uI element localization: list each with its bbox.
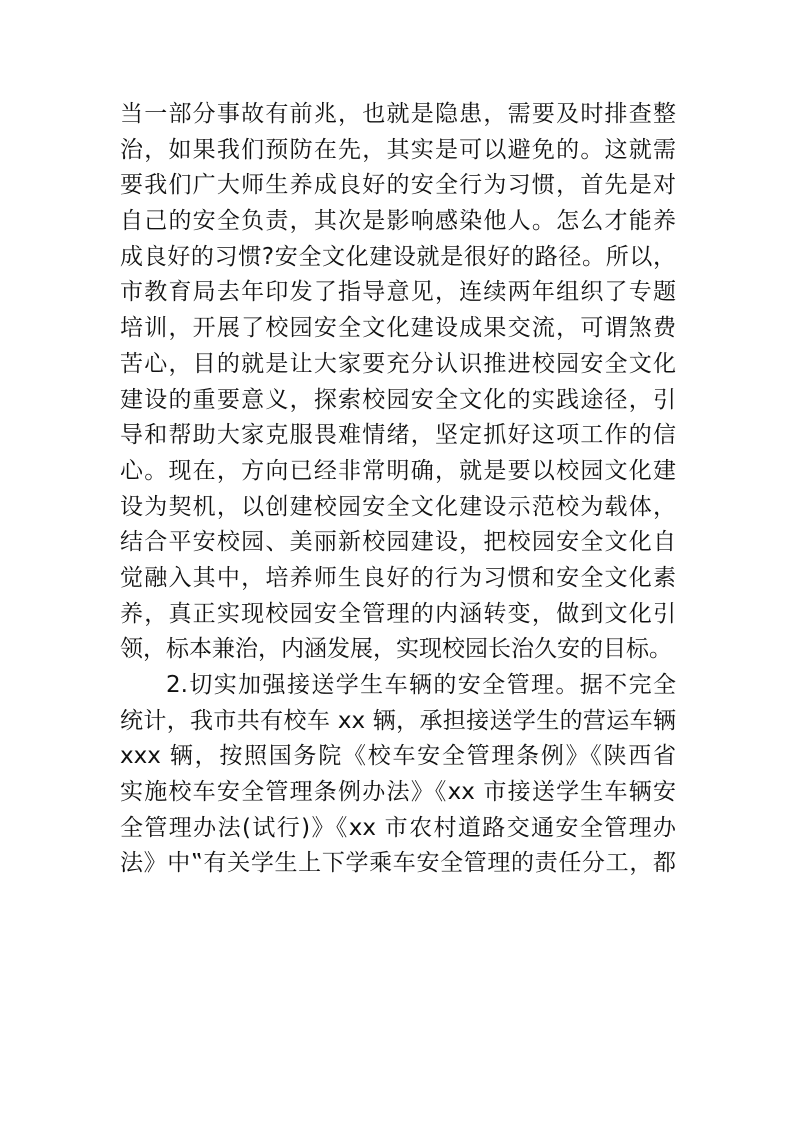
body-text (120, 97, 676, 882)
text-line: 统计，我市共有校车 xx 辆，承担接送学生的营运车辆 (120, 707, 676, 734)
text-line: 心。现在，方向已经非常明确，就是要以校园文化建 (120, 457, 676, 484)
text-line: 全管理办法(试行)》《xx 市农村道路交通安全管理办 (120, 814, 676, 841)
text-line: 成良好的习惯?安全文化建设就是很好的路径。所以， (120, 243, 676, 270)
text-line: 治，如果我们预防在先，其实是可以避免的。这就需 (120, 136, 676, 163)
text-line: 苦心，目的就是让大家要充分认识推进校园安全文化 (120, 350, 676, 377)
text-line: 养，真正实现校园安全管理的内涵转变，做到文化引 (120, 600, 676, 627)
text-line: 法》中‟有关学生上下学乘车安全管理的责任分工，都 (120, 850, 676, 877)
text-line: 自己的安全负责，其次是影响感染他人。怎么才能养 (120, 208, 676, 235)
text-line: 建设的重要意义，探索校园安全文化的实践途径，引 (120, 386, 676, 413)
text-line: 领，标本兼治，内涵发展，实现校园长治久安的目标。 (120, 636, 672, 663)
text-line: 结合平安校园、美丽新校园建设，把校园安全文化自 (120, 529, 676, 556)
text-line: xxx 辆，按照国务院《校车安全管理条例》《陕西省 (120, 743, 676, 770)
text-line: 2.切实加强接送学生车辆的安全管理。据不完全 (166, 672, 676, 698)
text-line: 培训，开展了校园安全文化建设成果交流，可谓煞费 (120, 315, 676, 342)
text-line: 要我们广大师生养成良好的安全行为习惯，首先是对 (120, 172, 676, 199)
text-line: 当一部分事故有前兆，也就是隐患，需要及时排查整 (120, 101, 676, 127)
text-line: 实施校车安全管理条例办法》《xx 市接送学生车辆安 (120, 779, 676, 806)
text-line: 设为契机，以创建校园安全文化建设示范校为载体， (120, 493, 676, 520)
text-line: 觉融入其中，培养师生良好的行为习惯和安全文化素 (120, 564, 676, 591)
text-line: 导和帮助大家克服畏难情绪，坚定抓好这项工作的信 (120, 422, 676, 449)
text-line: 市教育局去年印发了指导意见，连续两年组织了专题 (120, 279, 676, 306)
